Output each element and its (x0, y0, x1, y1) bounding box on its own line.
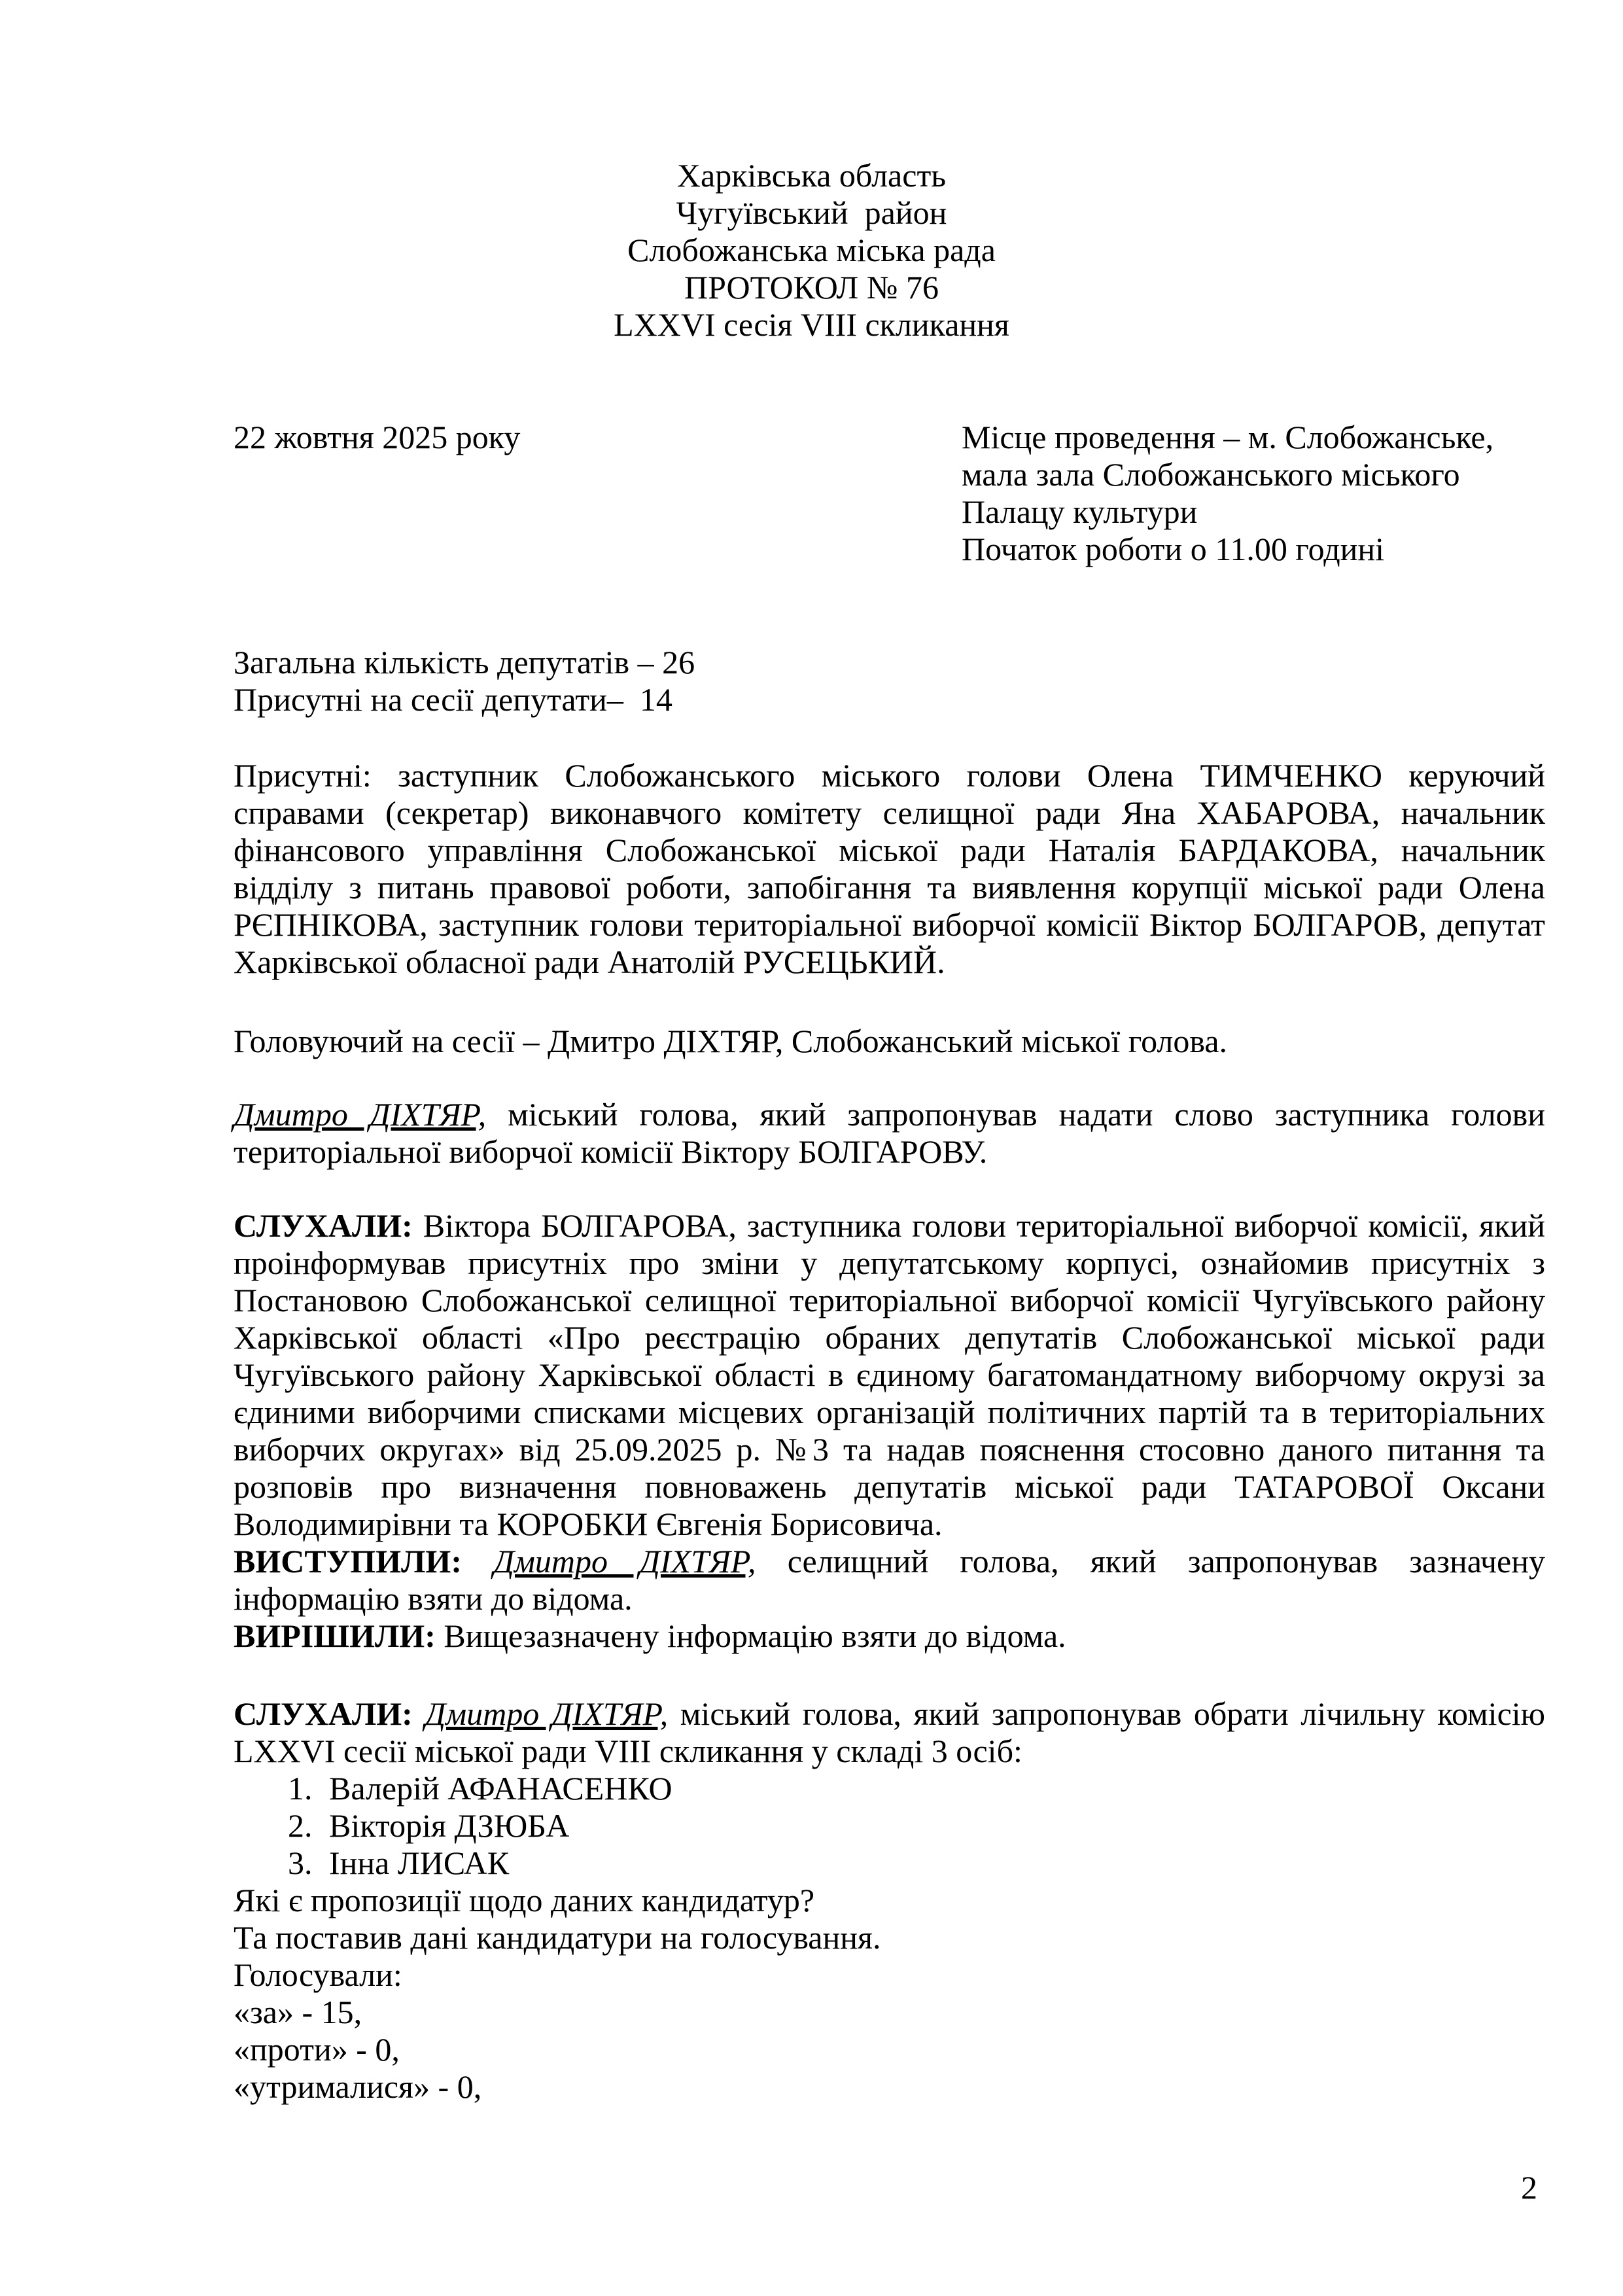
list-number: 2. (288, 1807, 313, 1844)
intro-text: міський голова, який запропонував надати слово заступника голови територіальної виборчої комісії Віктору БОЛГАРОВУ. (234, 1096, 1546, 1170)
agenda-item-2 (234, 1695, 1545, 2106)
intro-paragraph (234, 1096, 1545, 1171)
list-item (234, 1770, 1545, 1807)
present-deputies: Присутні на сесії депутати– 14 (234, 681, 672, 718)
list-item (234, 1807, 1545, 1845)
header-region: Харківська область (676, 157, 947, 194)
agenda-item-1 (234, 1207, 1545, 1655)
spoke-paragraph (234, 1543, 1545, 1617)
present-paragraph: Присутні: заступник Слобожанського міського голови Олена ТИМЧЕНКО керуючий справами (секретар) виконавчого комітету селищної ради Яна ХАБАРОВА, начальник фінансового управління Слобожанської міської ради Наталія БАРДАКОВА, начальник відділу з питань правової роботи, запобігання та виявлення корупції міської ради Олена РЄПНІКОВА, заступник голови територіальної виборчої комісії Віктор БОЛГАРОВ, депутат Харківської обласної ради Анатолій РУСЕЦЬКИЙ. (234, 757, 1545, 980)
header-district: Чугуївський район (676, 194, 947, 231)
candidate-name: Інна ЛИСАК (329, 1845, 510, 1881)
decided-paragraph (234, 1617, 1545, 1655)
decided-text: Вищезазначену інформацію взяти до відома. (435, 1617, 1066, 1654)
votes-abstained: «утрималися» - 0, (234, 2068, 482, 2105)
place-line: мала зала Слобожанського міського (962, 456, 1460, 493)
candidate-name: Вікторія ДЗЮБА (329, 1807, 570, 1844)
heard-paragraph (234, 1695, 1545, 1770)
votes-against: «проти» - 0, (234, 2031, 400, 2068)
list-number: 1. (288, 1770, 313, 1807)
heard-label: СЛУХАЛИ: (234, 1695, 413, 1732)
document-header (0, 157, 1623, 344)
chair-paragraph: Головуючий на сесії – Дмитро ДІХТЯР, Слобожанський міської голова. (234, 1023, 1228, 1059)
heard-text: міський голова, який запропонував обрати лічильну комісію LXXVI сесії міської ради VIII скликання у складі 3 осіб: (234, 1695, 1546, 1769)
voted-label: Голосували: (234, 1956, 402, 1993)
start-time: Початок роботи о 11.00 годині (962, 531, 1385, 567)
place-line: Місце проведення – м. Слобожанське, (962, 419, 1494, 455)
candidate-name: Валерій АФАНАСЕНКО (329, 1770, 672, 1807)
speaker-name: Дмитро ДІХТЯР, (234, 1096, 487, 1133)
candidate-list (234, 1770, 1545, 1882)
heard-label: СЛУХАЛИ: (234, 1207, 413, 1244)
session-title: LXXVI сесія VIII скликання (614, 306, 1009, 343)
vote-call: Та поставив дані кандидатури на голосування. (234, 1919, 881, 1956)
speaker-name: Дмитро ДІХТЯР, (425, 1695, 669, 1732)
page-number: 2 (1521, 2169, 1537, 2206)
place-line: Палацу культури (962, 493, 1198, 530)
speaker-name: Дмитро ДІХТЯР, (493, 1543, 756, 1580)
spoke-text: селищний голова, який запропонував зазначену інформацію взяти до відома. (234, 1543, 1546, 1617)
list-number: 3. (288, 1845, 313, 1881)
header-council: Слобожанська міська рада (627, 232, 996, 268)
session-date: 22 жовтня 2025 року (234, 419, 521, 455)
decided-label: ВИРІШИЛИ: (234, 1617, 436, 1654)
list-item (234, 1845, 1545, 1882)
heard-paragraph (234, 1207, 1545, 1543)
votes-for: «за» - 15, (234, 1994, 362, 2030)
heard-text: Віктора БОЛГАРОВА, заступника голови територіальної виборчої комісії, який проінформував присутніх про зміни у депутатському корпусі, ознайомив присутніх з Постановою Слобожанської селищної територіальної виборчої комісії Чугуївського району Харківської області «Про реєстрацію обраних депутатів Слобожанської міської ради Чугуївського району Харківської області в єдиному багатомандатному виборчому окрузі за єдиними виборчими списками місцевих організацій політичних партій та в територіальних виборчих округах» від 25.09.2025 р. №3 та надав пояснення стосовно даного питання та розповів про визначення повноважень депутатів міської ради ТАТАРОВОЇ Оксани Володимирівни та КОРОБКИ Євгенія Борисовича. (234, 1207, 1545, 1542)
spoke-label: ВИСТУПИЛИ: (234, 1543, 462, 1580)
deputy-counts (234, 644, 695, 718)
proposal-question: Які є пропозиції щодо даних кандидатур? (234, 1882, 815, 1918)
session-place (962, 419, 1493, 568)
total-deputies: Загальна кількість депутатів – 26 (234, 644, 695, 680)
protocol-title: ПРОТОКОЛ № 76 (684, 269, 939, 306)
